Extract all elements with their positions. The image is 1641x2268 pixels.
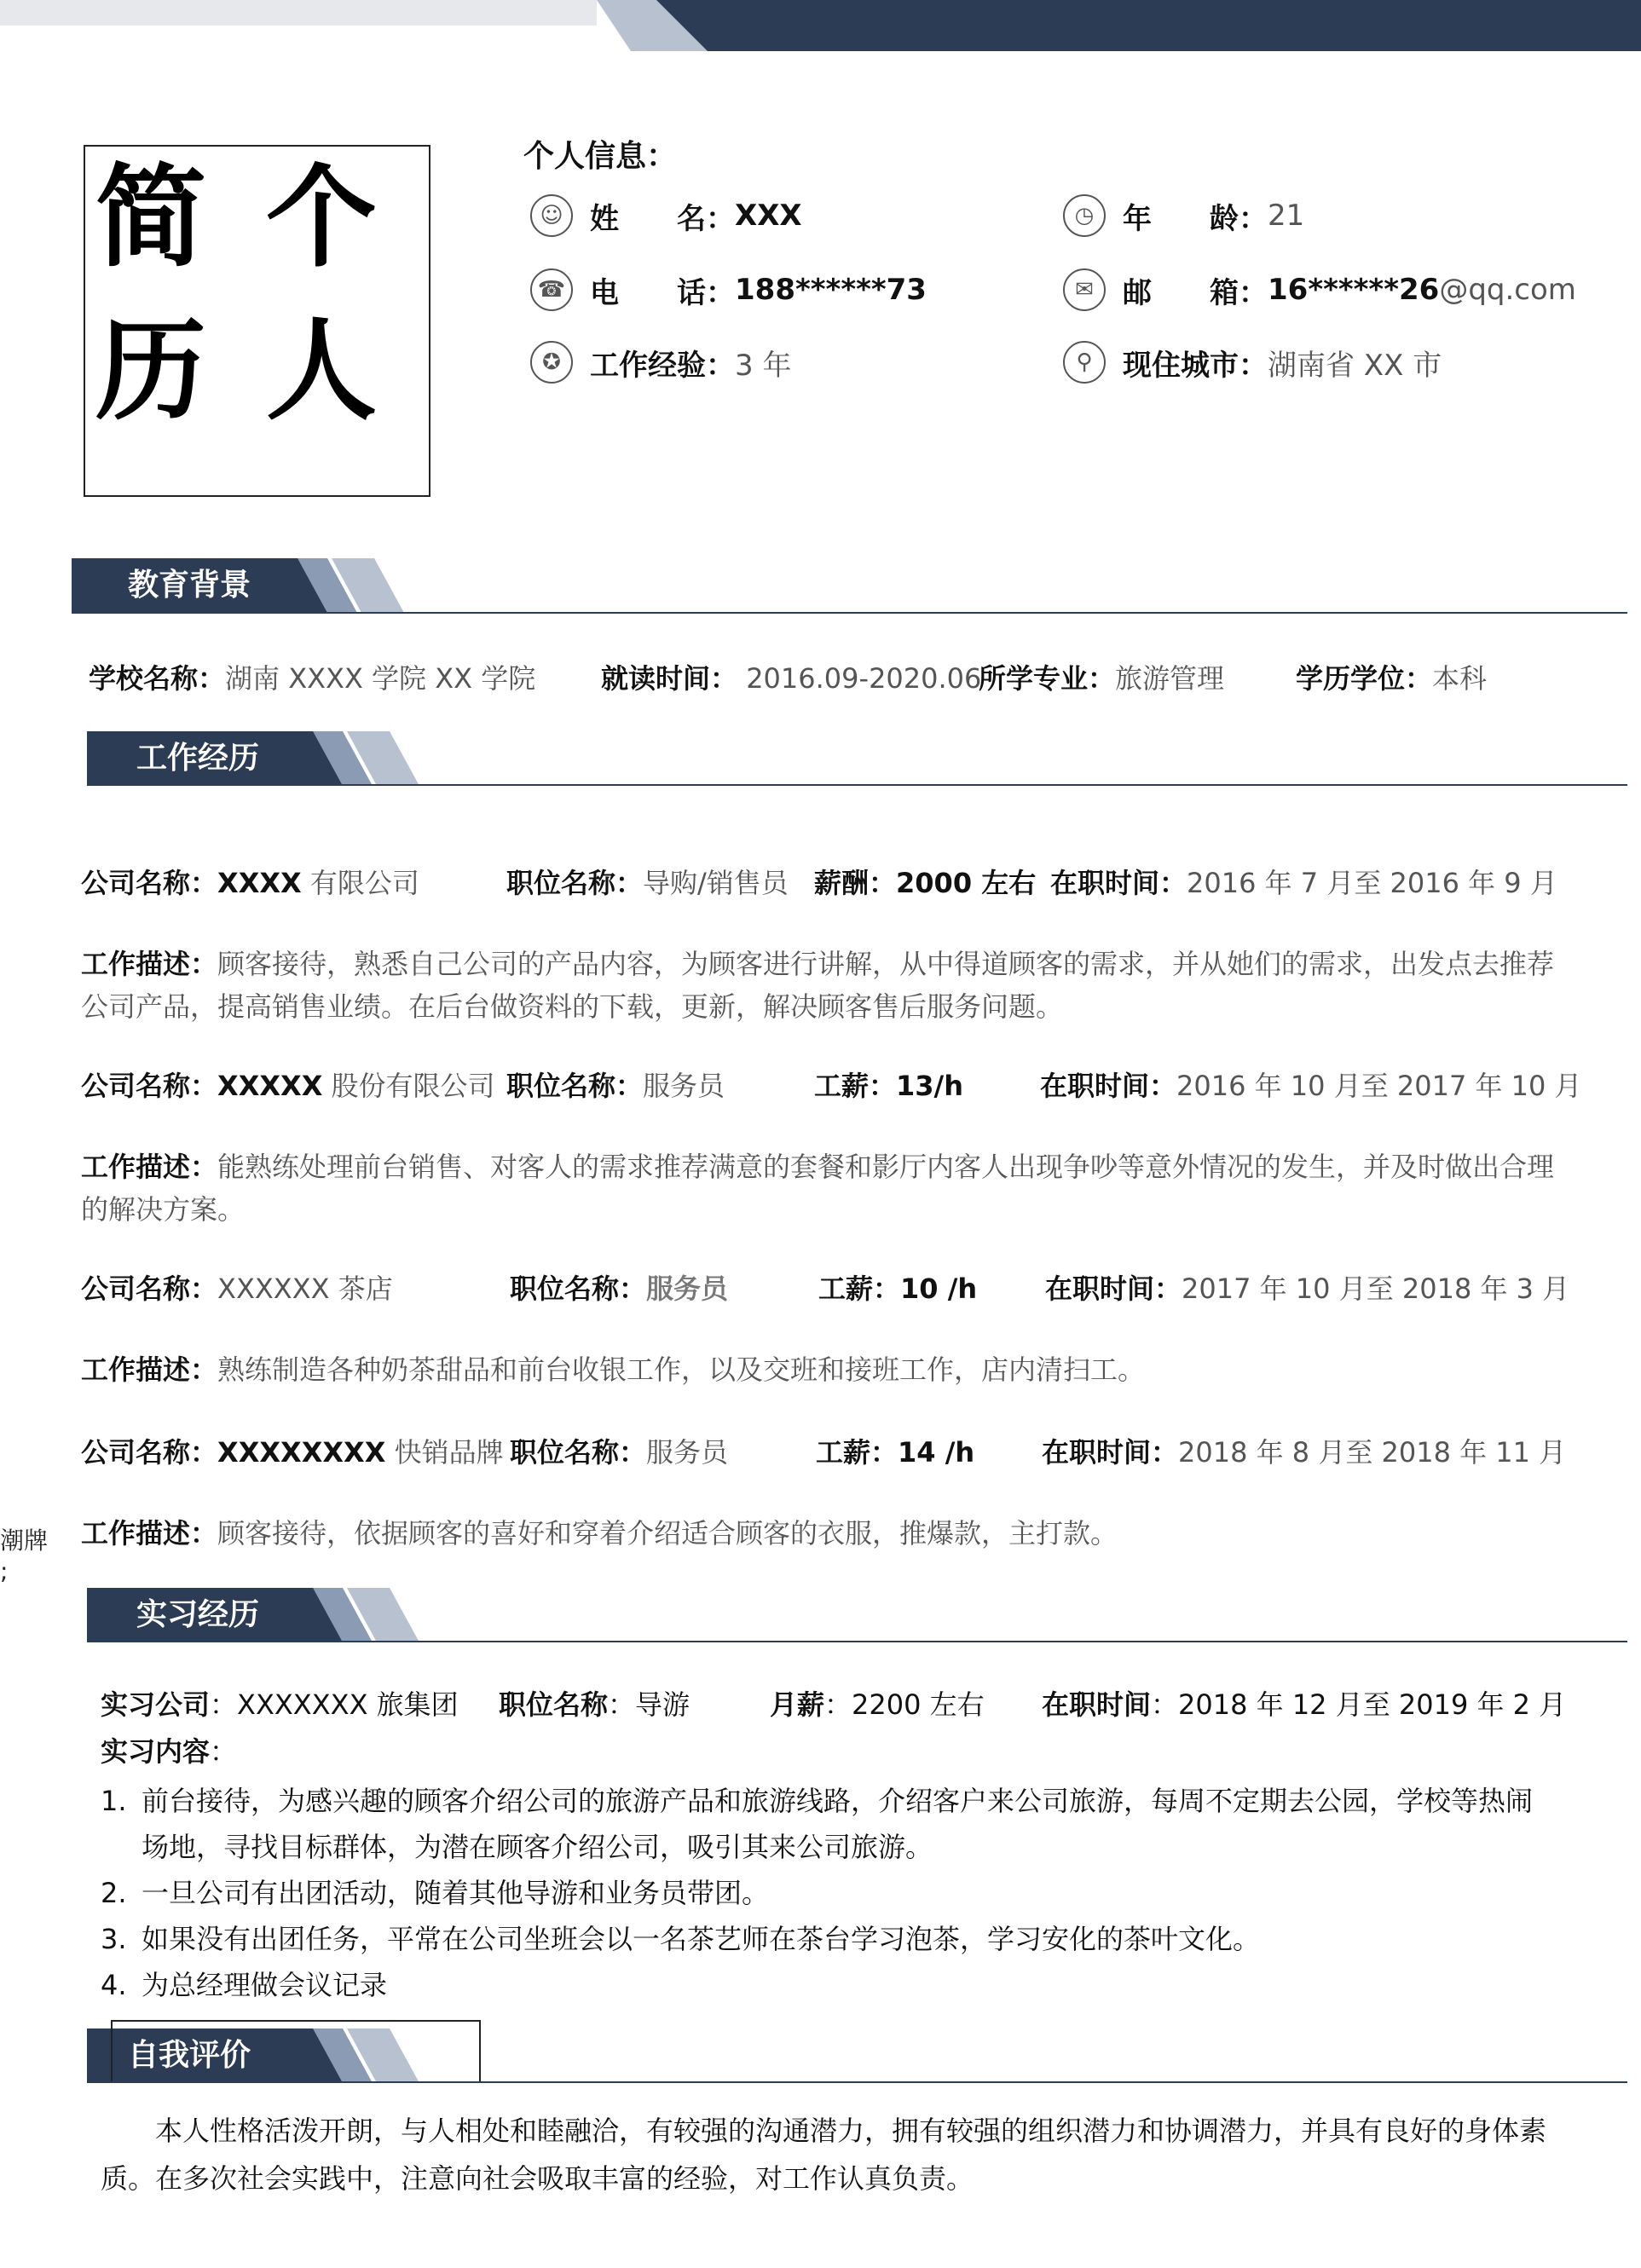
work-3-pay — [818, 1272, 977, 1306]
info-email — [1063, 266, 1576, 314]
work-2-company — [81, 1069, 495, 1103]
internship-time — [1042, 1688, 1566, 1722]
title-char-ren: 人 — [266, 306, 378, 436]
degree-label: 学历学位： — [1296, 662, 1433, 695]
margin-text-line1: 潮牌 — [0, 1526, 49, 1555]
desc-label: 工作描述： — [81, 948, 218, 980]
section-title-work: 工作经历 — [136, 741, 260, 776]
list-item — [101, 1778, 1550, 1870]
work-4-company — [81, 1435, 504, 1469]
section-divider — [87, 784, 1627, 786]
school-label: 学校名称： — [89, 662, 226, 695]
time-label: 在职时间： — [1050, 867, 1187, 899]
position-value: 服务员 — [643, 1070, 725, 1102]
badge-icon: ✪ — [530, 341, 573, 384]
intern-pay-value: 2200 左右 — [852, 1688, 985, 1721]
company-label: 公司名称： — [81, 1070, 218, 1102]
period-label: 就读时间： — [601, 662, 738, 695]
desc-label: 工作描述： — [81, 1517, 218, 1550]
pay-label: 工薪： — [814, 1070, 897, 1102]
phone-icon: ☎ — [530, 268, 573, 311]
position-label: 职位名称： — [506, 1070, 644, 1102]
desc-text: 顾客接待，熟悉自己公司的产品内容，为顾客进行讲解，从中得道顾客的需求，并从她们的需求，出发点去推荐公司产品，提高销售业绩。在后台做资料的下载，更新，解决顾客售后服务问题。 — [81, 948, 1555, 1023]
desc-label: 工作描述： — [81, 1353, 218, 1386]
degree-value: 本科 — [1432, 662, 1488, 695]
section-divider — [87, 1641, 1627, 1642]
internship-pay — [770, 1688, 985, 1722]
list-item — [101, 1962, 1550, 2008]
pay-label: 薪酬： — [814, 867, 897, 899]
company-suffix: 快销品牌 — [385, 1436, 504, 1469]
section-divider — [87, 2081, 1627, 2083]
section-divider — [72, 612, 1627, 614]
internship-company — [101, 1688, 459, 1722]
section-header-internship — [87, 1588, 445, 1642]
list-text: 为总经理做会议记录 — [142, 1969, 388, 2001]
info-name-label: 姓 名： — [590, 201, 735, 236]
section-title-self: 自我评价 — [128, 2038, 251, 2073]
list-number: 2. — [101, 1877, 127, 1909]
info-city-value: 湖南省 XX 市 — [1268, 348, 1442, 383]
intern-pay-label: 月薪 — [770, 1688, 825, 1721]
major-value: 旅游管理 — [1115, 662, 1225, 695]
company-suffix: 有限公司 — [301, 867, 419, 899]
list-text: 一旦公司有出团活动，随着其他导游和业务员带团。 — [142, 1877, 770, 1909]
list-number: 3. — [101, 1923, 127, 1955]
internship-content-label — [101, 1734, 237, 1769]
person-icon: ☺ — [530, 194, 573, 237]
work-2-pay — [814, 1069, 963, 1103]
time-label: 在职时间： — [1045, 1273, 1182, 1305]
work-1-position — [506, 866, 789, 900]
intern-company-label: 实习公司 — [101, 1688, 211, 1721]
period-value: 2016.09-2020.06 — [746, 662, 982, 695]
time-value: 2018 年 8 月至 2018 年 11 月 — [1178, 1436, 1567, 1469]
work-4-description — [81, 1512, 1564, 1555]
position-label: 职位名称： — [510, 1273, 647, 1305]
intern-content-label: 实习内容 — [101, 1735, 211, 1768]
info-name — [530, 192, 802, 239]
education-row — [89, 661, 535, 695]
section-header-education — [72, 558, 430, 613]
info-city-label: 现住城市： — [1123, 348, 1268, 383]
education-major — [979, 661, 1224, 695]
intern-company-colon: ： — [210, 1688, 238, 1721]
list-text: 如果没有出团任务，平常在公司坐班会以一名茶艺师在茶台学习泡茶，学习安化的茶叶文化。 — [142, 1923, 1261, 1955]
time-label: 在职时间： — [1040, 1070, 1177, 1102]
company-label: 公司名称： — [81, 867, 218, 899]
list-item — [101, 1916, 1550, 1962]
work-2-position — [506, 1069, 725, 1103]
info-name-value: XXX — [735, 199, 802, 233]
intern-time-value: 2018 年 12 月至 2019 年 2 月 — [1178, 1688, 1567, 1721]
work-1-pay — [814, 866, 1036, 900]
margin-text — [0, 1526, 48, 1587]
work-3-position — [510, 1272, 728, 1306]
position-value: 导购/销售员 — [643, 867, 789, 899]
info-age-value: 21 — [1268, 199, 1305, 233]
title-char-jian: 简 — [95, 153, 207, 282]
company-suffix: XXXXXX 茶店 — [217, 1273, 393, 1305]
title-char-ge: 个 — [266, 153, 378, 282]
education-degree — [1296, 661, 1487, 695]
info-experience — [530, 338, 791, 386]
info-age-label: 年 龄： — [1123, 201, 1268, 236]
info-experience-label: 工作经验： — [590, 348, 735, 383]
section-header-work — [87, 731, 445, 786]
work-4-time — [1042, 1435, 1566, 1469]
list-text: 前台接待，为感兴趣的顾客介绍公司的旅游产品和旅游线路，介绍客户来公司旅游，每周不定期去公园，学校等热闹场地，寻找目标群体，为潜在顾客介绍公司，吸引其来公司旅游。 — [142, 1785, 1534, 1863]
work-3-company — [81, 1272, 393, 1306]
position-value: 服务员 — [646, 1273, 729, 1305]
company-name: XXXXXXXX — [217, 1436, 386, 1469]
personal-info-title: 个人信息： — [523, 139, 678, 174]
pay-value: 10 /h — [900, 1273, 978, 1305]
photo-box — [84, 145, 430, 497]
work-1-description — [81, 943, 1564, 1028]
time-value: 2017 年 10 月至 2018 年 3 月 — [1182, 1273, 1570, 1305]
desc-text: 熟练制造各种奶茶甜品和前台收银工作，以及交班和接班工作，店内清扫工。 — [217, 1353, 1146, 1386]
info-email-domain: @qq.com — [1439, 273, 1576, 307]
internship-content-list — [101, 1778, 1550, 2008]
internship-position — [499, 1688, 690, 1722]
time-value: 2016 年 10 月至 2017 年 10 月 — [1176, 1070, 1582, 1102]
intern-position-colon: ： — [608, 1688, 636, 1721]
intern-content-colon: ： — [210, 1735, 238, 1768]
intern-company-value: XXXXXXX 旅集团 — [237, 1688, 459, 1721]
section-title-frame — [111, 2020, 481, 2083]
desc-text: 能熟练处理前台销售、对客人的需求推荐满意的套餐和影厅内客人出现争吵等意外情况的发生，并及时做出合理的解决方案。 — [81, 1151, 1555, 1226]
work-4-position — [510, 1435, 728, 1469]
work-2-time — [1040, 1069, 1582, 1103]
list-number: 4. — [101, 1969, 127, 2001]
location-icon: ⚲ — [1063, 341, 1106, 384]
self-evaluation-text: 本人性格活泼开朗，与人相处和睦融洽，有较强的沟通潜力，拥有较强的组织潜力和协调潜力，并具有良好的身体素质。在多次社会实践中，注意向社会吸取丰富的经验，对工作认真负责。 — [101, 2115, 1547, 2195]
pay-label: 工薪： — [818, 1273, 901, 1305]
intern-pay-colon: ： — [824, 1688, 852, 1721]
section-title-internship: 实习经历 — [136, 1597, 260, 1632]
intern-position-value: 导游 — [635, 1688, 690, 1721]
info-phone-label: 电 话： — [590, 275, 735, 310]
education-period — [601, 661, 981, 695]
title-char-li: 历 — [95, 306, 207, 436]
position-label: 职位名称： — [510, 1436, 647, 1469]
work-4-pay — [816, 1435, 974, 1469]
work-3-description — [81, 1348, 1564, 1391]
info-email-label: 邮 箱： — [1123, 275, 1268, 310]
info-email-value-bold: 16******26 — [1268, 273, 1440, 307]
info-experience-value: 3 年 — [735, 348, 792, 383]
company-label: 公司名称： — [81, 1273, 218, 1305]
info-age — [1063, 192, 1304, 239]
info-city — [1063, 338, 1442, 386]
position-value: 服务员 — [646, 1436, 729, 1469]
work-1-time — [1050, 866, 1557, 900]
pay-value: 13/h — [896, 1070, 964, 1102]
desc-text: 顾客接待，依据顾客的喜好和穿着介绍适合顾客的衣服，推爆款，主打款。 — [217, 1517, 1118, 1550]
desc-label: 工作描述： — [81, 1151, 218, 1183]
clock-icon: ◷ — [1063, 194, 1106, 237]
intern-time-label: 在职时间 — [1042, 1688, 1152, 1721]
pay-label: 工薪： — [816, 1436, 899, 1469]
list-number: 1. — [101, 1785, 127, 1817]
position-label: 职位名称： — [506, 867, 644, 899]
list-item — [101, 1870, 1550, 1916]
info-phone — [530, 266, 927, 314]
intern-position-label: 职位名称 — [499, 1688, 609, 1721]
top-banner — [0, 0, 1641, 51]
major-label: 所学专业： — [979, 662, 1116, 695]
company-name: XXXX — [217, 867, 302, 899]
company-label: 公司名称： — [81, 1436, 218, 1469]
intern-time-colon: ： — [1151, 1688, 1179, 1721]
time-label: 在职时间： — [1042, 1436, 1179, 1469]
work-1-company — [81, 866, 419, 900]
time-value: 2016 年 7 月至 2016 年 9 月 — [1187, 867, 1557, 899]
margin-text-line2: ; — [0, 1557, 9, 1585]
work-2-description — [81, 1146, 1564, 1231]
pay-value: 14 /h — [898, 1436, 975, 1469]
pay-value: 2000 左右 — [896, 867, 1037, 899]
info-phone-value: 188******73 — [735, 273, 927, 307]
company-name: XXXXX — [217, 1070, 323, 1102]
company-suffix: 股份有限公司 — [322, 1070, 495, 1102]
school-value: 湖南 XXXX 学院 XX 学院 — [225, 662, 536, 695]
mail-icon: ✉ — [1063, 268, 1106, 311]
work-3-time — [1045, 1272, 1569, 1306]
section-title-education: 教育背景 — [128, 568, 251, 603]
